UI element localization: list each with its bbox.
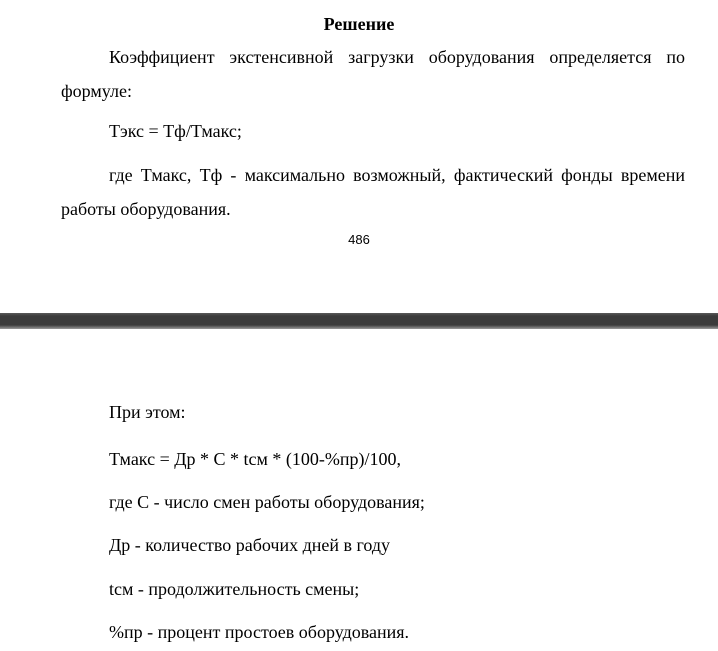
formula-line: Тмакс = Др * С * tсм * (100-%пр)/100, (109, 449, 402, 469)
section-heading: Решение (323, 14, 395, 34)
text-line: где С - число смен работы оборудования; (109, 492, 425, 512)
page-separator (0, 313, 718, 329)
text-line: Др - количество рабочих дней в году (109, 535, 391, 555)
formula-line: Тэкс = Тф/Тмакс; (109, 121, 242, 141)
text-line: При этом: (109, 402, 186, 422)
text-line: %пр - процент простоев оборудования. (109, 622, 410, 642)
document-page-next (0, 329, 718, 651)
definition-paragraph: Коэффициент экстенсивной загрузки оборудования определяется по формуле: (61, 47, 685, 101)
text-line: tсм - продолжительность смены; (109, 579, 360, 599)
page-number: 486 (348, 232, 370, 247)
document-page-486 (0, 0, 718, 313)
formula-explanation-paragraph: где Тмакс, Тф - максимально возможный, фактический фонды времени работы оборудования. (61, 165, 685, 219)
